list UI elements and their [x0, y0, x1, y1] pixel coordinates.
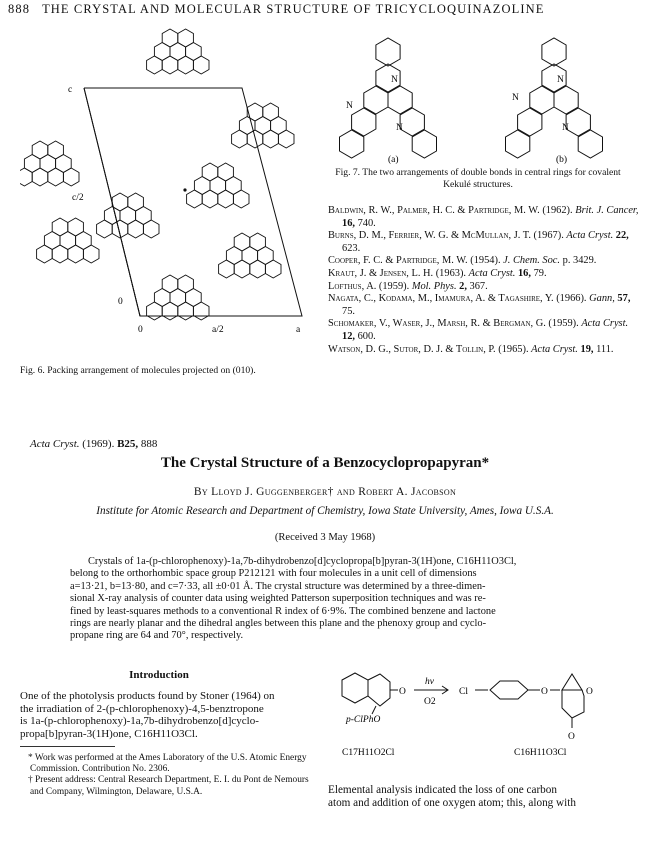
- footnote-rule: [20, 746, 115, 747]
- structure-ring: [542, 38, 566, 66]
- abstract: [70, 556, 582, 643]
- molecule-ring: [68, 245, 84, 263]
- molecule-ring: [233, 190, 249, 208]
- reference-item: Watson, D. G., Sutor, D. J. & Tollin, P. (1965). Acta Cryst. 19, 111.: [328, 343, 614, 355]
- right-formula: C16H11O3Cl: [514, 748, 567, 758]
- elemental-line: Elemental analysis indicated the loss of one carbon: [328, 784, 557, 796]
- abstract-line: a=13·21, b=13·80, and c=7·33, all ±0·01 Å. The crystal structure was determined by a three-dimen-: [70, 580, 486, 592]
- carbonyl-o-label: O: [399, 687, 406, 697]
- molecule-ring: [97, 220, 113, 238]
- molecule-ring: [202, 190, 218, 208]
- molecule-ring: [278, 130, 294, 148]
- hv-label: hν: [425, 677, 434, 687]
- received-date: (Received 3 May 1968): [274, 532, 376, 543]
- molecule-ring: [147, 302, 163, 320]
- molecule-ring: [162, 56, 178, 74]
- molecule-ring: [128, 220, 144, 238]
- molecule-ring: [232, 130, 248, 148]
- molecule-ring: [263, 130, 279, 148]
- n-label: N: [512, 93, 519, 103]
- journal-name: Acta Cryst.: [30, 438, 80, 450]
- journal-reference: [30, 438, 157, 450]
- author-institution: Institute for Atomic Research and Department of Chemistry, Iowa State University, Ames, Iowa U.S.A.: [96, 505, 554, 517]
- inversion-center: [183, 188, 186, 191]
- page-number: 888: [8, 2, 31, 16]
- intro-line: propa[b]pyran-3(1H)one, C16H11O3Cl.: [20, 727, 198, 740]
- o2-label: O2: [424, 697, 436, 707]
- abstract-line: belong to the orthorhombic space group P212121 with four molecules in a unit cell of dimensions: [70, 568, 477, 580]
- reference-list: [328, 205, 640, 356]
- panel-label-b: (b): [556, 155, 568, 165]
- intro-line: is 1a-(p-chlorophenoxy)-1a,7b-dihydrobenzo[d]cyclo-: [20, 715, 259, 728]
- intro-heading: Introduction: [129, 669, 189, 681]
- n-label: N: [346, 101, 353, 111]
- reference-item: Baldwin, R. W., Palmer, H. C. & Partridge, M. W. (1962). Brit. J. Cancer, 16, 740.: [328, 205, 639, 229]
- molecule-ring: [265, 260, 281, 278]
- abstract-line: sional X-ray analysis of counter data using weighted Patterson superposition techniques and was re-: [70, 593, 486, 605]
- molecule-ring: [219, 260, 235, 278]
- axis-label-c: c: [68, 85, 73, 95]
- elemental-analysis-paragraph: [328, 784, 640, 810]
- structure-a: [340, 38, 437, 158]
- article-title: The Crystal Structure of a Benzocyclopropapyran*: [160, 455, 490, 471]
- reference-item: Burns, D. M., Ferrier, W. G. & McMullan, J. T. (1967). Acta Cryst. 22, 623.: [328, 230, 629, 254]
- journal-volume: B25,: [117, 438, 139, 450]
- article-authors: By Lloyd J. Guggenberger† and Robert A. Jacobson: [193, 486, 457, 498]
- footnote: * Work was performed at the Ames Laboratory of the U.S. Atomic Energy Commission. Contribution No. 2306.: [28, 753, 307, 775]
- structure-ring: [376, 38, 400, 66]
- molecule-ring: [162, 302, 178, 320]
- n-label: N: [557, 75, 564, 85]
- n-label: N: [391, 75, 398, 85]
- abstract-line: rings are nearly planar and the dihedral angles between this plane and the phenoxy group and cyclo-: [70, 618, 487, 630]
- elemental-line: atom and addition of one oxygen atom; this, along with: [328, 797, 576, 809]
- reference-item: Nagata, C., Kodama, M., Imamura, A. & Tagashire, Y. (1966). Gann, 57, 75.: [328, 293, 631, 317]
- reaction-scheme: [328, 666, 640, 766]
- figure-7-caption: Fig. 7. The two arrangements of double bonds in central rings for covalent Kekulé structures.: [335, 167, 621, 190]
- molecule-ring: [147, 56, 163, 74]
- reference-item: Lofthus, A. (1959). Mol. Phys. 2, 367.: [328, 280, 488, 292]
- footnote: † Present address: Central Research Department, E. I. du Pont de Nemours and Company, Wilmington, Delaware, U.S.A.: [28, 775, 309, 797]
- journal-year: (1969).: [82, 438, 115, 450]
- substituent-label: p-ClPhO: [346, 715, 381, 725]
- molecule-ring: [178, 302, 194, 320]
- molecule-ring: [178, 56, 194, 74]
- figure-7-structures: [328, 30, 628, 165]
- reference-item: Kraut, J. & Jensen, L. H. (1963). Acta Cryst. 16, 79.: [328, 267, 547, 279]
- reference-item: Cooper, F. C. & Partridge, M. W. (1954). J. Chem. Soc. p. 3429.: [328, 255, 597, 267]
- figure-6-caption: Fig. 6. Packing arrangement of molecules projected on (010).: [20, 365, 256, 376]
- molecule-ring: [187, 190, 203, 208]
- abstract-line: fined by least-squares methods to a conventional R index of 6·9%. The combined benzene and lactone: [70, 605, 496, 617]
- molecule-ring: [250, 260, 266, 278]
- molecule-ring: [63, 168, 79, 186]
- axis-label-a-half: a/2: [212, 325, 224, 335]
- molecule-ring: [83, 245, 99, 263]
- molecule-ring: [32, 168, 48, 186]
- molecule-ring: [52, 245, 68, 263]
- reference-item: Schomaker, V., Waser, J., Marsh, R. & Bergman, G. (1959). Acta Cryst. 12, 600.: [328, 318, 629, 342]
- running-title: THE CRYSTAL AND MOLECULAR STRUCTURE OF TRICYCLOQUINAZOLINE: [42, 2, 545, 16]
- molecule-ring: [20, 168, 32, 186]
- footnotes: [20, 753, 318, 798]
- n-label: N: [562, 123, 569, 133]
- intro-line: the irradiation of 2-(p-chlorophenoxy)-4,5-benztropone: [20, 702, 264, 715]
- figure-6-packing-diagram: [20, 22, 320, 357]
- structure-b: [506, 38, 603, 158]
- molecule-ring: [143, 220, 159, 238]
- molecule-ring: [48, 168, 64, 186]
- panel-label-a: (a): [388, 155, 399, 165]
- axis-label-a: a: [296, 325, 301, 335]
- axis-label-c-half: c/2: [72, 193, 84, 203]
- left-formula: C17H11O2Cl: [342, 748, 395, 758]
- abstract-line: propane ring are 64 and 70°, respectively.: [70, 630, 244, 642]
- molecule-ring: [234, 260, 250, 278]
- axis-label-origin: 0: [138, 325, 143, 335]
- intro-paragraph: [20, 690, 318, 740]
- molecule-ring: [193, 302, 209, 320]
- ether-o-label: O: [541, 687, 548, 697]
- ring-o-label: O: [586, 687, 593, 697]
- intro-line: One of the photolysis products found by Stoner (1964) on: [20, 690, 275, 702]
- molecule-ring: [37, 245, 53, 263]
- lactone-o-label: O: [568, 732, 575, 742]
- journal-page: 888: [140, 438, 158, 450]
- cl-label: Cl: [459, 687, 468, 697]
- molecule-ring: [218, 190, 234, 208]
- running-header: [8, 2, 544, 17]
- n-label: N: [396, 123, 403, 133]
- molecule-ring: [193, 56, 209, 74]
- axis-label-origin-left: 0: [118, 297, 123, 307]
- abstract-line: Crystals of 1a-(p-chlorophenoxy)-1a,7b-dihydrobenzo[d]cyclopropa[b]pyran-3(1H)one, C16H11O3Cl,: [88, 556, 517, 567]
